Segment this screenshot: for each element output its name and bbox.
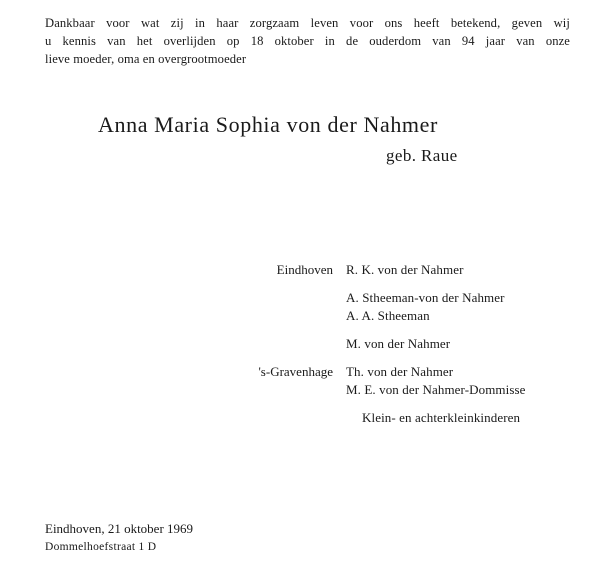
family-member: R. K. von der Nahmer: [346, 262, 464, 277]
maiden-name: geb. Raue: [386, 146, 458, 165]
intro-line: lieve moeder, oma en overgrootmoeder: [45, 52, 247, 66]
family-member: M. E. von der Nahmer-Dommisse: [346, 382, 526, 397]
intro-line: Dankbaar voor wat zij in haar zorgzaam leven voor ons heeft betekend, geven wij: [45, 16, 570, 30]
place-date: Eindhoven, 21 oktober 1969: [45, 521, 194, 536]
family-member: Th. von der Nahmer: [346, 364, 454, 379]
family-member: M. von der Nahmer: [346, 336, 451, 351]
place-eindhoven: Eindhoven: [276, 262, 333, 277]
deceased-name: Anna Maria Sophia von der Nahmer: [98, 112, 438, 137]
place-gravenhage: 's-Gravenhage: [258, 364, 333, 379]
family-member: A. A. Stheeman: [346, 308, 430, 323]
address: Dommelhoefstraat 1 D: [45, 541, 157, 553]
grandchildren-line: Klein- en achterkleinkinderen: [362, 410, 521, 425]
intro-paragraph: [45, 14, 570, 68]
intro-line: u kennis van het overlijden op 18 oktober in de ouderdom van 94 jaar van onze: [45, 34, 570, 48]
family-member: A. Stheeman-von der Nahmer: [346, 290, 505, 305]
